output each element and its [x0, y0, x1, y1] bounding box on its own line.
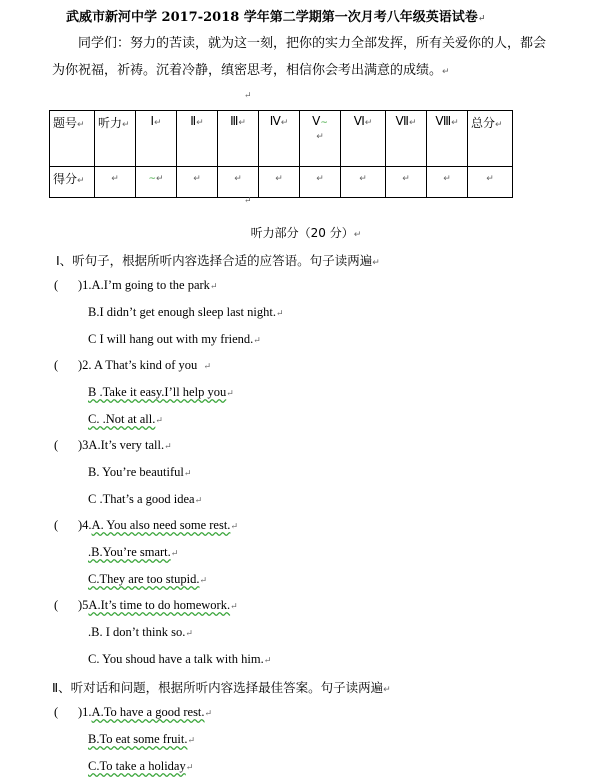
intro-line-1: 同学们：努力的苦读，就为这一刻，把你的实力全部发挥，所有关爱你的人，都会	[78, 36, 547, 51]
answer-paren[interactable]: (	[54, 705, 59, 719]
header-cell-8: Ⅷ↵	[427, 111, 468, 167]
option-c: C .That’s a good idea	[88, 492, 195, 506]
score-cell[interactable]: ↵	[468, 167, 513, 198]
answer-paren[interactable]: (	[54, 518, 59, 532]
section2-question-1-option-b: B.To eat some fruit.↵	[88, 732, 195, 746]
option-b: B.To eat some fruit.	[88, 732, 188, 746]
score-cell[interactable]: ~↵	[136, 167, 177, 198]
question-1-option-c: C I will hang out with my friend.↵	[88, 332, 261, 346]
section2-heading: Ⅱ、听对话和问题，根据所听内容选择最佳答案。句子读两遍↵	[52, 680, 391, 695]
option-a: A.It’s time to do homework.	[88, 598, 231, 612]
option-c: C.They are too stupid.	[88, 572, 200, 586]
question-4: ( )4.A. You also need some rest.↵	[54, 518, 238, 532]
option-b: B. You’re beautiful	[88, 465, 184, 479]
question-3: ( )3A.It’s very tall.↵	[54, 438, 172, 452]
option-c: C. .Not at all.	[88, 412, 156, 426]
listening-header-text: 听力部分（20 分）	[250, 226, 354, 240]
question-number: )1.	[78, 705, 92, 719]
section1-heading: Ⅰ、听句子，根据所听内容选择合适的应答语。句子读两遍↵	[56, 253, 380, 268]
option-a: A.To have a good rest.	[91, 705, 205, 719]
header-text: 题号	[53, 116, 78, 130]
header-cell-3: Ⅲ↵	[218, 111, 259, 167]
paragraph-mark: ↵	[353, 230, 362, 240]
score-cell[interactable]: ↵	[427, 167, 468, 198]
question-2-option-c: C. .Not at all.↵	[88, 412, 163, 426]
score-table	[49, 110, 513, 198]
option-a: A. You also need some rest.	[91, 518, 231, 532]
score-cell[interactable]: ↵	[341, 167, 386, 198]
question-number: )3	[78, 438, 89, 452]
score-cell[interactable]: ↵	[218, 167, 259, 198]
header-cell-1: Ⅰ↵	[136, 111, 177, 167]
intro-paragraph	[52, 30, 582, 86]
header-cell-question-no: 题号↵	[50, 111, 95, 167]
header-cell-2: Ⅱ↵	[177, 111, 218, 167]
option-b: .B. I don’t think so.	[88, 625, 186, 639]
header-cell-listening: 听力↵	[95, 111, 136, 167]
option-c: C I will hang out with my friend.	[88, 332, 254, 346]
paragraph-mark: ↵	[477, 14, 486, 24]
header-text: Ⅴ	[312, 114, 321, 128]
header-text: Ⅷ	[435, 114, 452, 128]
intro-line-2: 为你祝福，祈祷。沉着冷静，缜密思考，相信你会考出满意的成绩。	[52, 63, 443, 78]
question-1-option-b: B.I didn’t get enough sleep last night.↵	[88, 305, 284, 319]
header-text: Ⅰ	[150, 114, 154, 128]
question-5-option-b: .B. I don’t think so.↵	[88, 625, 193, 639]
paragraph-mark: ↵	[244, 91, 252, 101]
answer-paren[interactable]: (	[54, 598, 59, 612]
option-a: A.It’s very tall.	[88, 438, 165, 452]
answer-paren[interactable]: (	[54, 358, 59, 372]
paragraph-mark: ↵	[442, 67, 450, 77]
question-number: )1.	[78, 278, 92, 292]
question-4-option-b: .B.You’re smart.↵	[88, 545, 179, 559]
question-5-option-c: C. You shoud have a talk with him.↵	[88, 652, 272, 666]
listening-section-header	[0, 224, 612, 241]
score-cell[interactable]: ↵	[95, 167, 136, 198]
header-cell-5: Ⅴ~ ↵	[300, 111, 341, 167]
question-3-option-b: B. You’re beautiful↵	[88, 465, 192, 479]
header-cell-4: Ⅳ↵	[259, 111, 300, 167]
section2-question-1: ( )1.A.To have a good rest.↵	[54, 705, 213, 719]
header-cell-6: Ⅵ↵	[341, 111, 386, 167]
section1-heading-text: Ⅰ、听句子，根据所听内容选择合适的应答语。句子读两遍	[56, 253, 373, 268]
score-row-label: 得分↵	[50, 167, 95, 198]
header-text: 听力	[98, 116, 123, 130]
score-cell[interactable]: ↵	[259, 167, 300, 198]
score-cell[interactable]: ↵	[177, 167, 218, 198]
header-text: Ⅱ	[190, 114, 197, 128]
score-cell[interactable]: ↵	[300, 167, 341, 198]
option-b: B.I didn’t get enough sleep last night.	[88, 305, 276, 319]
header-cell-7: Ⅶ↵	[386, 111, 427, 167]
score-cell[interactable]: ↵	[386, 167, 427, 198]
question-2-option-b: B .Take it easy.I’ll help you↵	[88, 385, 234, 399]
exam-title	[66, 6, 485, 25]
header-text: Ⅶ	[395, 114, 409, 128]
header-text: 总分	[471, 116, 496, 130]
option-a: A That’s kind of you	[93, 358, 198, 372]
option-c: C. You shoud have a talk with him.	[88, 652, 264, 666]
question-4-option-c: C.They are too stupid.↵	[88, 572, 207, 586]
question-1: ( )1.A.I’m going to the park↵	[54, 278, 218, 292]
score-table-header-row	[50, 111, 513, 167]
paragraph-mark: ↵	[244, 196, 252, 206]
question-3-option-c: C .That’s a good idea↵	[88, 492, 203, 506]
section2-heading-text: Ⅱ、听对话和问题，根据所听内容选择最佳答案。句子读两遍	[52, 680, 384, 695]
header-text: Ⅵ	[353, 114, 365, 128]
section2-question-1-option-c: C.To take a holiday↵	[88, 759, 194, 773]
option-b: B .Take it easy.I’ll help you	[88, 385, 227, 399]
question-number: )5	[78, 598, 89, 612]
score-table-score-row	[50, 167, 513, 198]
question-number: )2.	[78, 358, 92, 372]
header-cell-total: 总分↵	[468, 111, 513, 167]
option-a: A.I’m going to the park	[91, 278, 210, 292]
header-text: Ⅳ	[269, 114, 281, 128]
option-c: C.To take a holiday	[88, 759, 186, 773]
answer-paren[interactable]: (	[54, 278, 59, 292]
exam-title-text: 武威市新河中学 2017-2018 学年第二学期第一次月考八年级英语试卷	[66, 10, 478, 25]
option-b: .B.You’re smart.	[88, 545, 171, 559]
score-label-text: 得分	[53, 172, 78, 186]
question-2: ( )2. A That’s kind of you ↵	[54, 358, 212, 372]
question-number: )4.	[78, 518, 92, 532]
question-5: ( )5A.It’s time to do homework.↵	[54, 598, 238, 612]
answer-paren[interactable]: (	[54, 438, 59, 452]
header-text: Ⅲ	[230, 114, 239, 128]
